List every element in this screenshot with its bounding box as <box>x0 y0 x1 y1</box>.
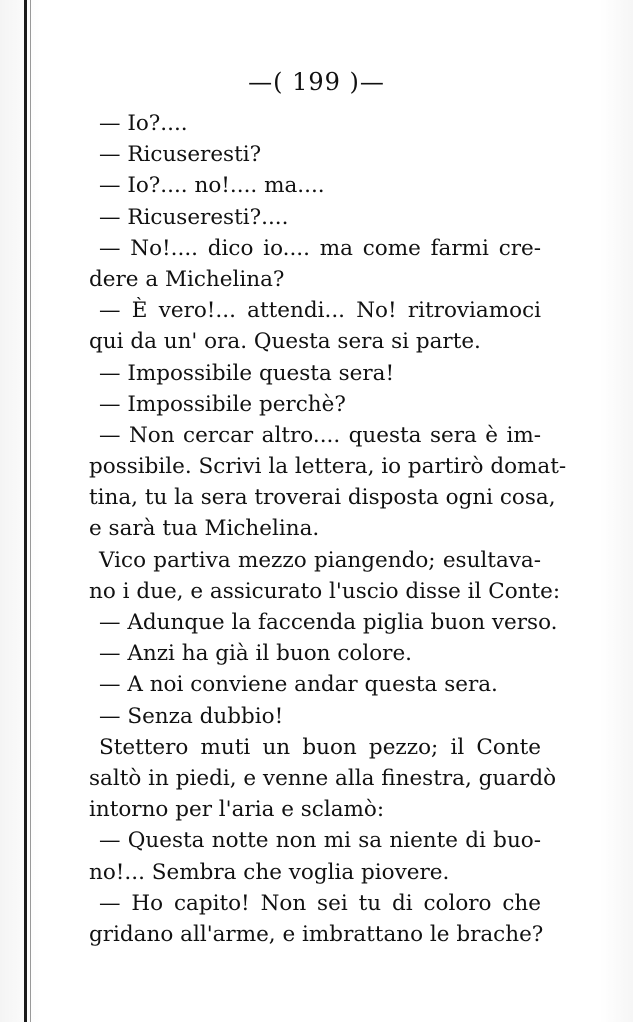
text-line: — Senza dubbio! <box>99 703 284 729</box>
text-line: — Ricuseresti? <box>99 142 262 168</box>
text-line: dere a Michelina? <box>89 266 285 292</box>
text-line: — Non cercar altro.... questa sera è im- <box>99 422 541 448</box>
text-line: — Io?.... no!.... ma.... <box>99 173 325 199</box>
text-line: — A noi conviene andar questa sera. <box>99 672 498 698</box>
page-gutter-shadow <box>30 0 31 1022</box>
text-line: Stettero muti un buon pezzo; il Conte <box>99 734 541 760</box>
text-line: — È vero!... attendi... No! ritroviamoci <box>99 298 541 324</box>
text-line: — Questa notte non mi sa niente di buo- <box>99 828 541 854</box>
text-line: — No!.... dico io.... ma come farmi cre- <box>99 235 541 261</box>
text-line: — Adunque la faccenda piglia buon verso. <box>99 610 558 635</box>
text-line: — Impossibile perchè? <box>99 391 346 417</box>
text-line: — Impossibile questa sera! <box>99 360 395 386</box>
text-line: possibile. Scrivi la lettera, io partirò domat- <box>89 454 567 480</box>
text-line: no i due, e assicurato l'uscio disse il Conte: <box>89 578 561 604</box>
text-line: gridano all'arme, e imbrattano le brache? <box>89 921 544 947</box>
text-line: no!... Sembra che voglia piovere. <box>89 859 450 885</box>
text-line: — Anzi ha già il buon colore. <box>99 641 412 667</box>
text-line: — Ho capito! Non sei tu di coloro che <box>99 890 541 916</box>
text-block <box>89 108 567 950</box>
text-line: Vico partiva mezzo piangendo; esultava- <box>99 547 541 573</box>
text-line: saltò in piedi, e venne alla finestra, guardò <box>89 765 557 791</box>
text-line: e sarà tua Michelina. <box>89 516 320 542</box>
text-line: intorno per l'aria e sclamò: <box>89 797 385 823</box>
text-line: tina, tu la sera troverai disposta ogni cosa, <box>89 485 556 511</box>
text-line: — Io?.... <box>99 111 188 136</box>
page-gutter-edge <box>24 0 27 1022</box>
page-number: —( 199 )— <box>248 68 385 96</box>
text-line: qui da un' ora. Questa sera si parte. <box>89 329 481 355</box>
text-line: — Ricuseresti?.... <box>99 204 289 230</box>
